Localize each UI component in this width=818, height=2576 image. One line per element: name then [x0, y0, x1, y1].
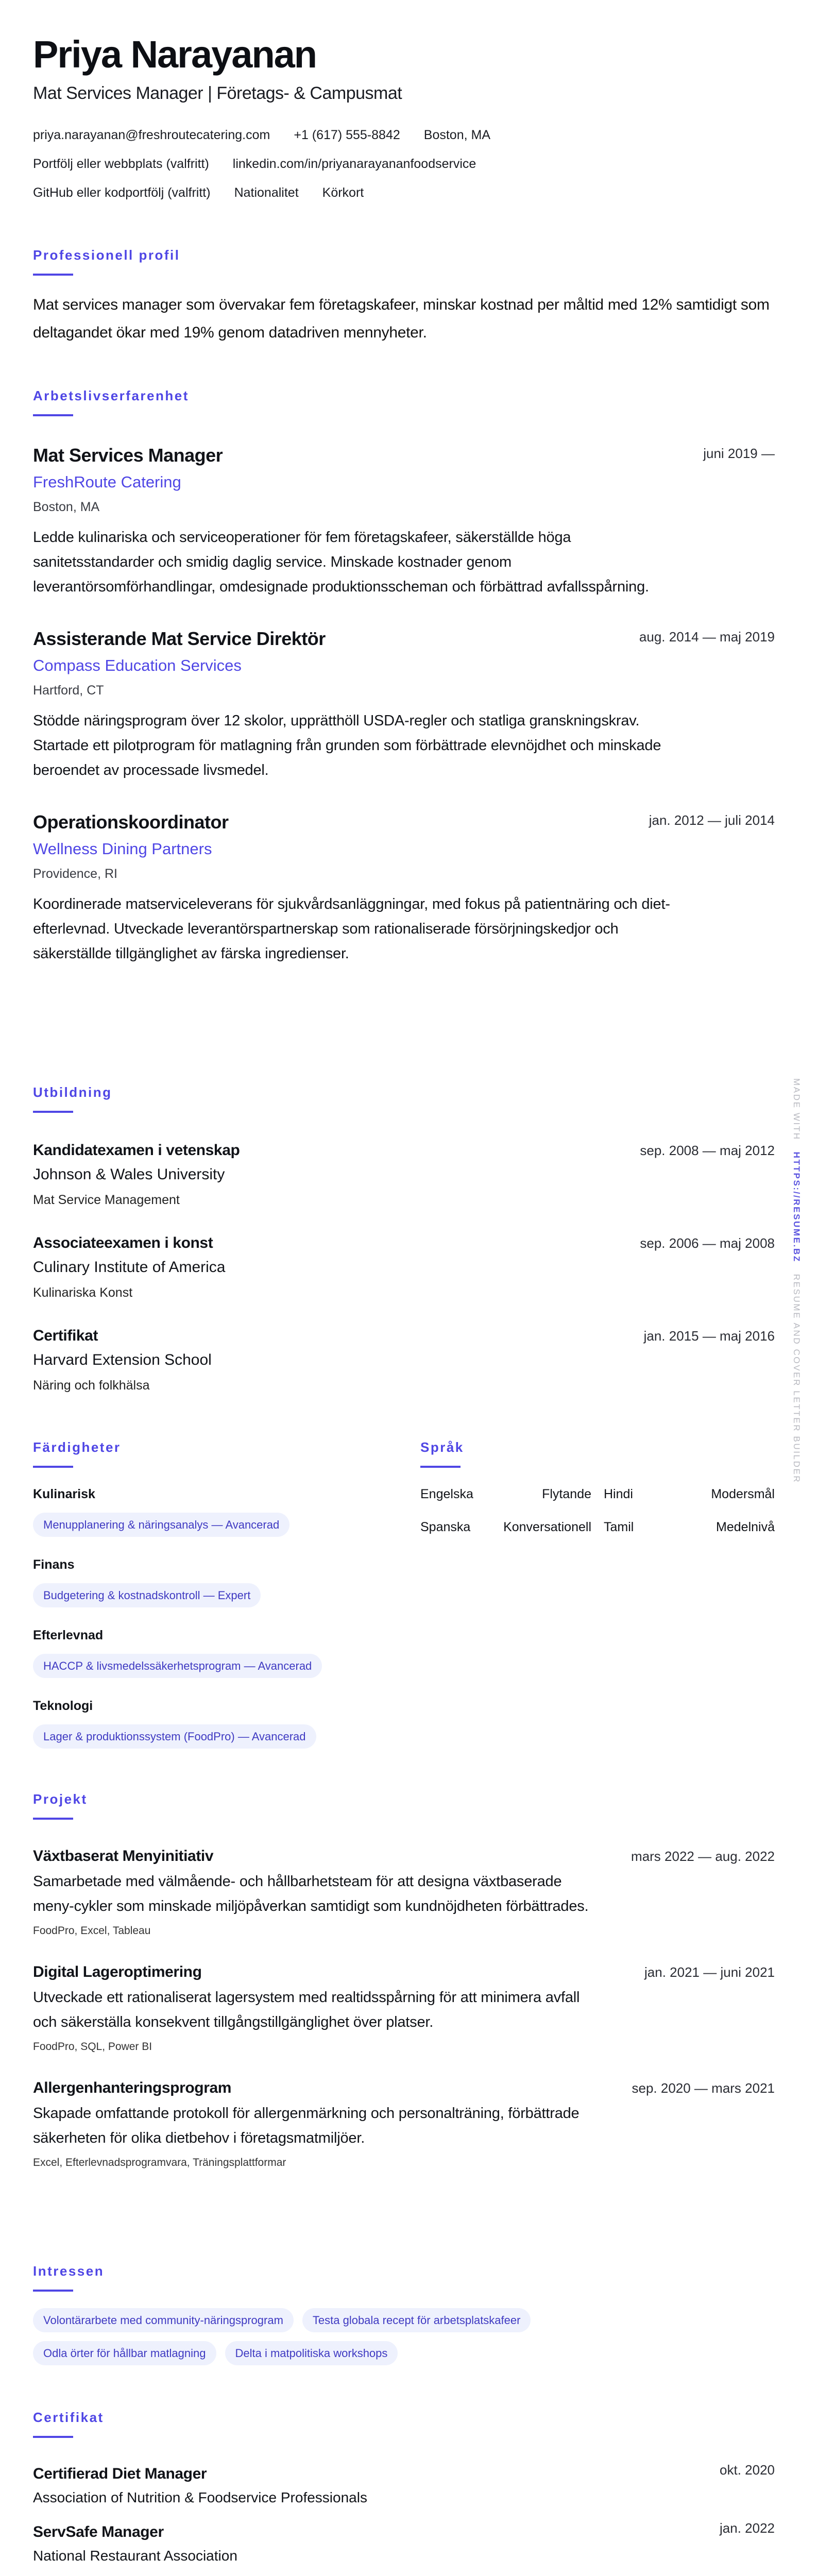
job-entry	[33, 444, 775, 599]
section-heading: Certifikat	[33, 2410, 104, 2425]
education-section	[33, 1084, 775, 1394]
language-item	[604, 1519, 775, 1535]
section-divider	[33, 414, 73, 416]
project-title: Växtbaserat Menyinitiativ	[33, 1848, 214, 1865]
job-date: juni 2019 —	[703, 446, 775, 461]
skill-group	[33, 1627, 420, 1678]
language-name: Spanska	[420, 1520, 471, 1534]
candidate-headline: Mat Services Manager | Företags- & Campusmat	[33, 83, 402, 103]
watermark-suffix: RESUME AND COVER LETTER BUILDER	[792, 1274, 802, 1484]
project-title: Digital Lageroptimering	[33, 1963, 202, 1980]
education-date: sep. 2008 — maj 2012	[640, 1143, 775, 1158]
certificate-issuer: National Restaurant Association	[33, 2548, 237, 2564]
contact-phone[interactable]: +1 (617) 555-8842	[294, 128, 400, 142]
section-divider	[33, 2436, 73, 2438]
education-field: Näring och folkhälsa	[33, 1378, 150, 1393]
language-name: Engelska	[420, 1487, 473, 1501]
job-location: Hartford, CT	[33, 683, 104, 698]
education-school: Johnson & Wales University	[33, 1166, 225, 1183]
section-heading: Projekt	[33, 1791, 88, 1807]
project-entry	[33, 1962, 775, 2055]
skill-category: Kulinarisk	[33, 1487, 95, 1501]
language-item	[420, 1519, 591, 1535]
candidate-name: Priya Narayanan	[33, 33, 317, 76]
languages-column	[420, 1439, 775, 1749]
skill-chip-row	[33, 1724, 420, 1749]
section-divider	[33, 274, 73, 276]
section-divider	[33, 2290, 73, 2292]
project-tech: FoodPro, SQL, Power BI	[33, 2041, 152, 2053]
certificate-title: ServSafe Manager	[33, 2523, 164, 2540]
job-title: Mat Services Manager	[33, 445, 223, 466]
job-entry	[33, 811, 775, 966]
job-date: jan. 2012 — juli 2014	[649, 812, 775, 828]
job-description: Stödde näringsprogram över 12 skolor, upprätthöll USDA-regler och statliga granskningskrav. Startade ett pilotprogram för matlagning från grunden som förbättrade elevnöjdhet och minskade beroendet av processade livsmedel.	[33, 713, 661, 778]
skill-chip: HACCP & livsmedelssäkerhetsprogram — Avancerad	[33, 1654, 322, 1678]
contact-linkedin[interactable]: linkedin.com/in/priyanarayananfoodservice	[232, 157, 476, 171]
watermark-link[interactable]: HTTPS://RESUME.BZ	[792, 1151, 802, 1263]
experience-section	[33, 387, 775, 966]
contact-email[interactable]: priya.narayanan@freshroutecatering.com	[33, 128, 270, 142]
contact-row	[33, 156, 775, 172]
certificate-issuer: Association of Nutrition & Foodservice Professionals	[33, 2489, 367, 2505]
section-heading: Intressen	[33, 2263, 105, 2279]
interest-chip: Delta i matpolitiska workshops	[225, 2341, 398, 2365]
section-divider	[420, 1466, 461, 1468]
job-entry	[33, 628, 775, 783]
skills-column	[33, 1439, 420, 1749]
language-item	[420, 1486, 591, 1502]
language-name: Tamil	[604, 1520, 634, 1534]
section-divider	[33, 1466, 73, 1468]
project-description: Utveckade ett rationaliserat lagersystem med realtidsspårning för att minimera avfall och säkerställa konsekvent tillgångstillgänglighet över platser.	[33, 1989, 580, 2030]
job-location: Boston, MA	[33, 500, 100, 514]
job-description: Koordinerade matserviceleverans för sjukvårdsanläggningar, med fokus på patientnäring och diet-efterlevnad. Utveckade leverantörspartnerskap som rationaliserade försörjningskedjor och säkerställde tillgänglighet av färska ingredienser.	[33, 896, 670, 962]
job-title: Operationskoordinator	[33, 811, 229, 833]
education-field: Mat Service Management	[33, 1193, 180, 1207]
skill-category: Efterlevnad	[33, 1628, 104, 1642]
skill-group	[33, 1698, 420, 1749]
project-entry	[33, 1846, 775, 1939]
skill-group	[33, 1556, 420, 1607]
section-heading: Arbetslivserfarenhet	[33, 388, 189, 403]
skill-category: Finans	[33, 1557, 75, 1572]
language-name: Hindi	[604, 1487, 633, 1501]
language-level: Modersmål	[711, 1487, 775, 1501]
section-heading: Språk	[420, 1439, 464, 1455]
skill-chip: Budgetering & kostnadskontroll — Expert	[33, 1583, 261, 1607]
section-divider	[33, 1111, 73, 1113]
skill-group	[33, 1486, 420, 1537]
project-date: sep. 2020 — mars 2021	[632, 2080, 775, 2096]
language-item	[604, 1486, 775, 1502]
project-entry	[33, 2078, 775, 2171]
skill-chip-row	[33, 1513, 420, 1537]
language-level: Flytande	[542, 1487, 591, 1501]
education-degree: Associateexamen i konst	[33, 1234, 213, 1251]
education-degree: Certifikat	[33, 1327, 98, 1344]
section-heading: Professionell profil	[33, 247, 180, 263]
watermark	[791, 1078, 802, 1483]
contact-row	[33, 127, 775, 143]
project-tech: FoodPro, Excel, Tableau	[33, 1925, 151, 1937]
certificate-date: jan. 2022	[720, 2520, 775, 2536]
interest-chip: Volontärarbete med community-näringsprogram	[33, 2308, 294, 2332]
section-divider	[33, 1818, 73, 1820]
contact-license: Körkort	[322, 185, 364, 200]
education-field: Kulinariska Konst	[33, 1285, 133, 1300]
contact-portfolio[interactable]: Portfölj eller webbplats (valfritt)	[33, 157, 209, 171]
section-heading: Utbildning	[33, 1084, 112, 1100]
certificate-title: Certifierad Diet Manager	[33, 2465, 207, 2482]
education-school: Culinary Institute of America	[33, 1259, 226, 1276]
certificate-entry	[33, 2522, 775, 2565]
education-degree: Kandidatexamen i vetenskap	[33, 1142, 240, 1159]
project-date: mars 2022 — aug. 2022	[631, 1849, 775, 1864]
interest-chip: Testa globala recept för arbetsplatskafeer	[302, 2308, 531, 2332]
education-entry	[33, 1233, 775, 1301]
project-description: Samarbetade med välmående- och hållbarhetsteam för att designa växtbaserade meny-cykler som minskade miljöpåverkan samtidigt som kundnöjdheten förbättrades.	[33, 1873, 589, 1914]
profile-section	[33, 247, 775, 347]
project-tech: Excel, Efterlevnadsprogramvara, Träningsplattformar	[33, 2157, 286, 2168]
job-company: Compass Education Services	[33, 656, 242, 674]
education-entry	[33, 1326, 775, 1394]
language-level: Medelnivå	[716, 1520, 775, 1534]
certificate-date: okt. 2020	[720, 2462, 775, 2478]
contact-nationality: Nationalitet	[234, 185, 299, 200]
skill-chip-row	[33, 1583, 420, 1607]
job-date: aug. 2014 — maj 2019	[639, 629, 775, 645]
section-heading: Färdigheter	[33, 1439, 121, 1455]
contact-location: Boston, MA	[423, 128, 490, 142]
education-school: Harvard Extension School	[33, 1351, 212, 1368]
skill-chip: Menupplanering & näringsanalys — Avancerad	[33, 1513, 289, 1537]
skills-languages-section	[33, 1439, 775, 1749]
job-title: Assisterande Mat Service Direktör	[33, 628, 326, 649]
skill-category: Teknologi	[33, 1699, 93, 1713]
interest-chip: Odla örter för hållbar matlagning	[33, 2341, 216, 2365]
interests-section	[33, 2263, 775, 2365]
skill-chip: Lager & produktionssystem (FoodPro) — Avancerad	[33, 1724, 316, 1749]
job-company: Wellness Dining Partners	[33, 840, 212, 858]
skill-chip-row	[33, 1654, 420, 1678]
watermark-prefix: MADE WITH	[792, 1078, 802, 1141]
projects-section	[33, 1791, 775, 2171]
certificates-section	[33, 2409, 775, 2565]
job-description: Ledde kulinariska och serviceoperationer för fem företagskafeer, säkerställde höga sanitetsstandarder och smidig daglig service. Minskade kostnader genom leverantörsomförhandlingar, omdesignade produktionsscheman och förbättrad avfallsspårning.	[33, 529, 649, 595]
project-date: jan. 2021 — juni 2021	[644, 1964, 775, 1980]
contact-github[interactable]: GitHub eller kodportfölj (valfritt)	[33, 185, 211, 200]
contact-row	[33, 184, 775, 201]
certificate-entry	[33, 2464, 775, 2507]
education-entry	[33, 1140, 775, 1209]
language-level: Konversationell	[503, 1520, 591, 1534]
education-date: sep. 2006 — maj 2008	[640, 1235, 775, 1251]
job-location: Providence, RI	[33, 867, 117, 881]
profile-summary: Mat services manager som övervakar fem företagskafeer, minskar kostnad per måltid med 12% samtidigt som deltagandet ökar med 19% genom datadriven mennyheter.	[33, 296, 770, 341]
project-description: Skapade omfattande protokoll för allergenmärkning och personalträning, förbättrade säkerheten för olika dietbehov i företagsmatmiljöer.	[33, 2105, 580, 2146]
job-company: FreshRoute Catering	[33, 473, 181, 491]
project-title: Allergenhanteringsprogram	[33, 2079, 232, 2096]
education-date: jan. 2015 — maj 2016	[643, 1328, 775, 1344]
